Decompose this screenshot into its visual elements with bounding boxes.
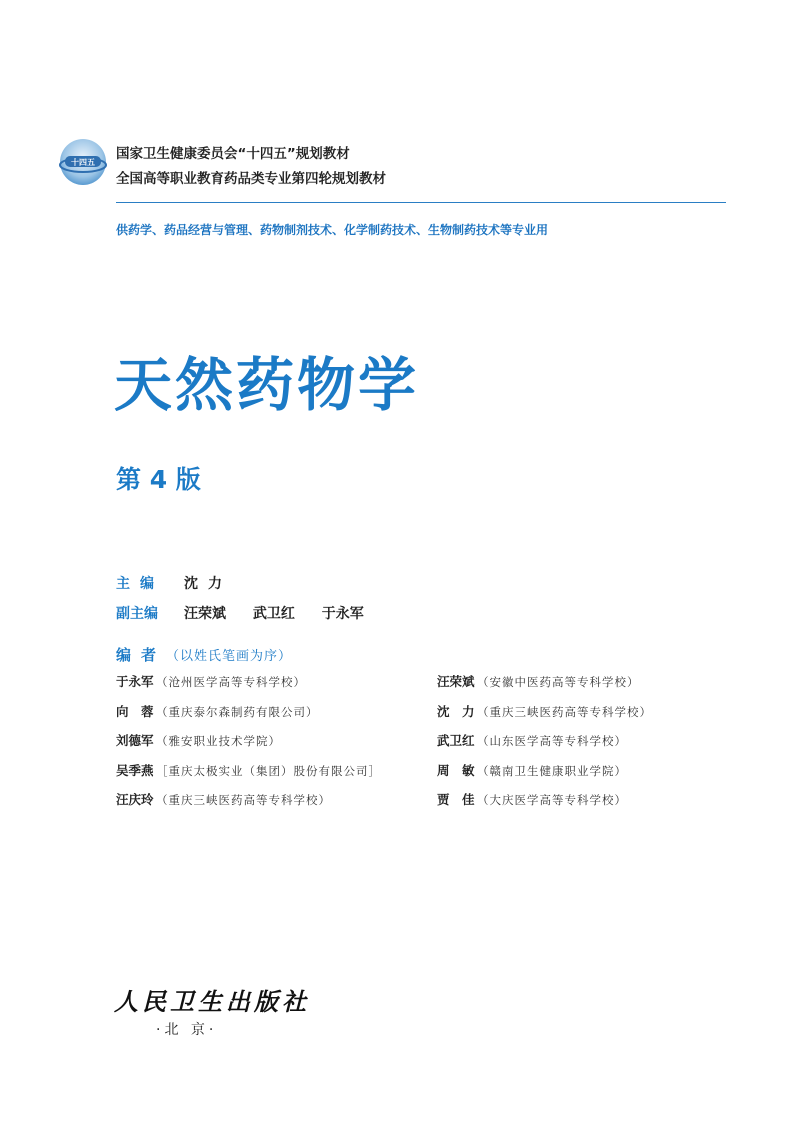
contributor-entry (116, 790, 381, 820)
contributor-name: 周 敏 (437, 762, 475, 778)
contributor-name: 贾 佳 (437, 792, 475, 807)
contributor-affiliation: （重庆泰尔森制药有限公司） (156, 704, 319, 719)
contributor-name: 吴季燕 (116, 762, 154, 778)
contributor-name: 汪庆玲 (116, 792, 154, 807)
contributor-entry (437, 761, 652, 791)
associate-editor-name: 汪荣斌 (184, 606, 226, 622)
contributor-entry (116, 702, 381, 732)
contributor-name: 于永军 (116, 674, 154, 689)
contributor-entry (437, 672, 652, 702)
contributor-affiliation: （赣南卫生健康职业学院） (477, 763, 627, 778)
edition-label: 第 4 版 (116, 465, 201, 494)
contributor-entry (116, 761, 381, 791)
contributors-label: 编者 (116, 646, 167, 664)
contributors-left-column (116, 672, 381, 820)
contributor-name: 向 蓉 (116, 703, 154, 719)
chief-editor-label: 主编 (116, 576, 164, 592)
publisher-name: 人民卫生出版社 (114, 987, 310, 1016)
contributor-affiliation: （重庆三峡医药高等专科学校） (477, 704, 652, 719)
associate-editor-name: 于永军 (321, 606, 364, 622)
intended-use-line: 供药学、药品经营与管理、药物制剂技术、化学制药技术、生物制药技术等专业用 (116, 223, 549, 237)
contributor-entry (437, 702, 652, 732)
contributor-affiliation: （安徽中医药高等专科学校） (477, 675, 640, 689)
associate-editor-name: 武卫红 (252, 606, 295, 622)
contributor-entry (116, 672, 381, 702)
series-line-2: 全国高等职业教育药品类专业第四轮规划教材 (116, 171, 386, 187)
logo-text: 十四五 (71, 158, 95, 167)
contributor-entry (437, 731, 652, 761)
contributor-name: 武卫红 (437, 733, 475, 748)
publisher-city: ·北 京· (156, 1022, 218, 1038)
chief-editor-row (116, 573, 232, 593)
associate-editors-row (116, 603, 386, 623)
contributor-affiliation: （山东医学高等专科学校） (477, 734, 627, 748)
series-line-1: 国家卫生健康委员会“十四五”规划教材 (116, 146, 350, 162)
contributor-affiliation: （大庆医学高等专科学校） (477, 793, 627, 807)
contributor-name: 刘德军 (116, 733, 154, 748)
contributor-affiliation: （雅安职业技术学院） (156, 734, 281, 748)
contributor-affiliation: ［重庆太极实业（集团）股份有限公司］ (156, 763, 381, 778)
contributor-entry (437, 790, 652, 820)
chief-editor-name: 沈力 (184, 576, 232, 592)
contributor-entry (116, 731, 381, 761)
contributor-affiliation: （沧州医学高等专科学校） (156, 675, 306, 689)
series-logo-icon (58, 137, 108, 187)
book-title: 天然药物学 (114, 351, 420, 419)
contributors-heading (116, 644, 292, 665)
series-logo (58, 137, 108, 187)
contributors-order-note: （以姓氏笔画为序） (166, 649, 293, 664)
contributor-name: 沈 力 (437, 703, 475, 719)
contributors-right-column (437, 672, 652, 820)
associate-editors-label: 副主编 (116, 606, 158, 622)
contributor-name: 汪荣斌 (437, 674, 475, 689)
divider-rule (116, 202, 726, 203)
contributor-affiliation: （重庆三峡医药高等专科学校） (156, 793, 331, 807)
